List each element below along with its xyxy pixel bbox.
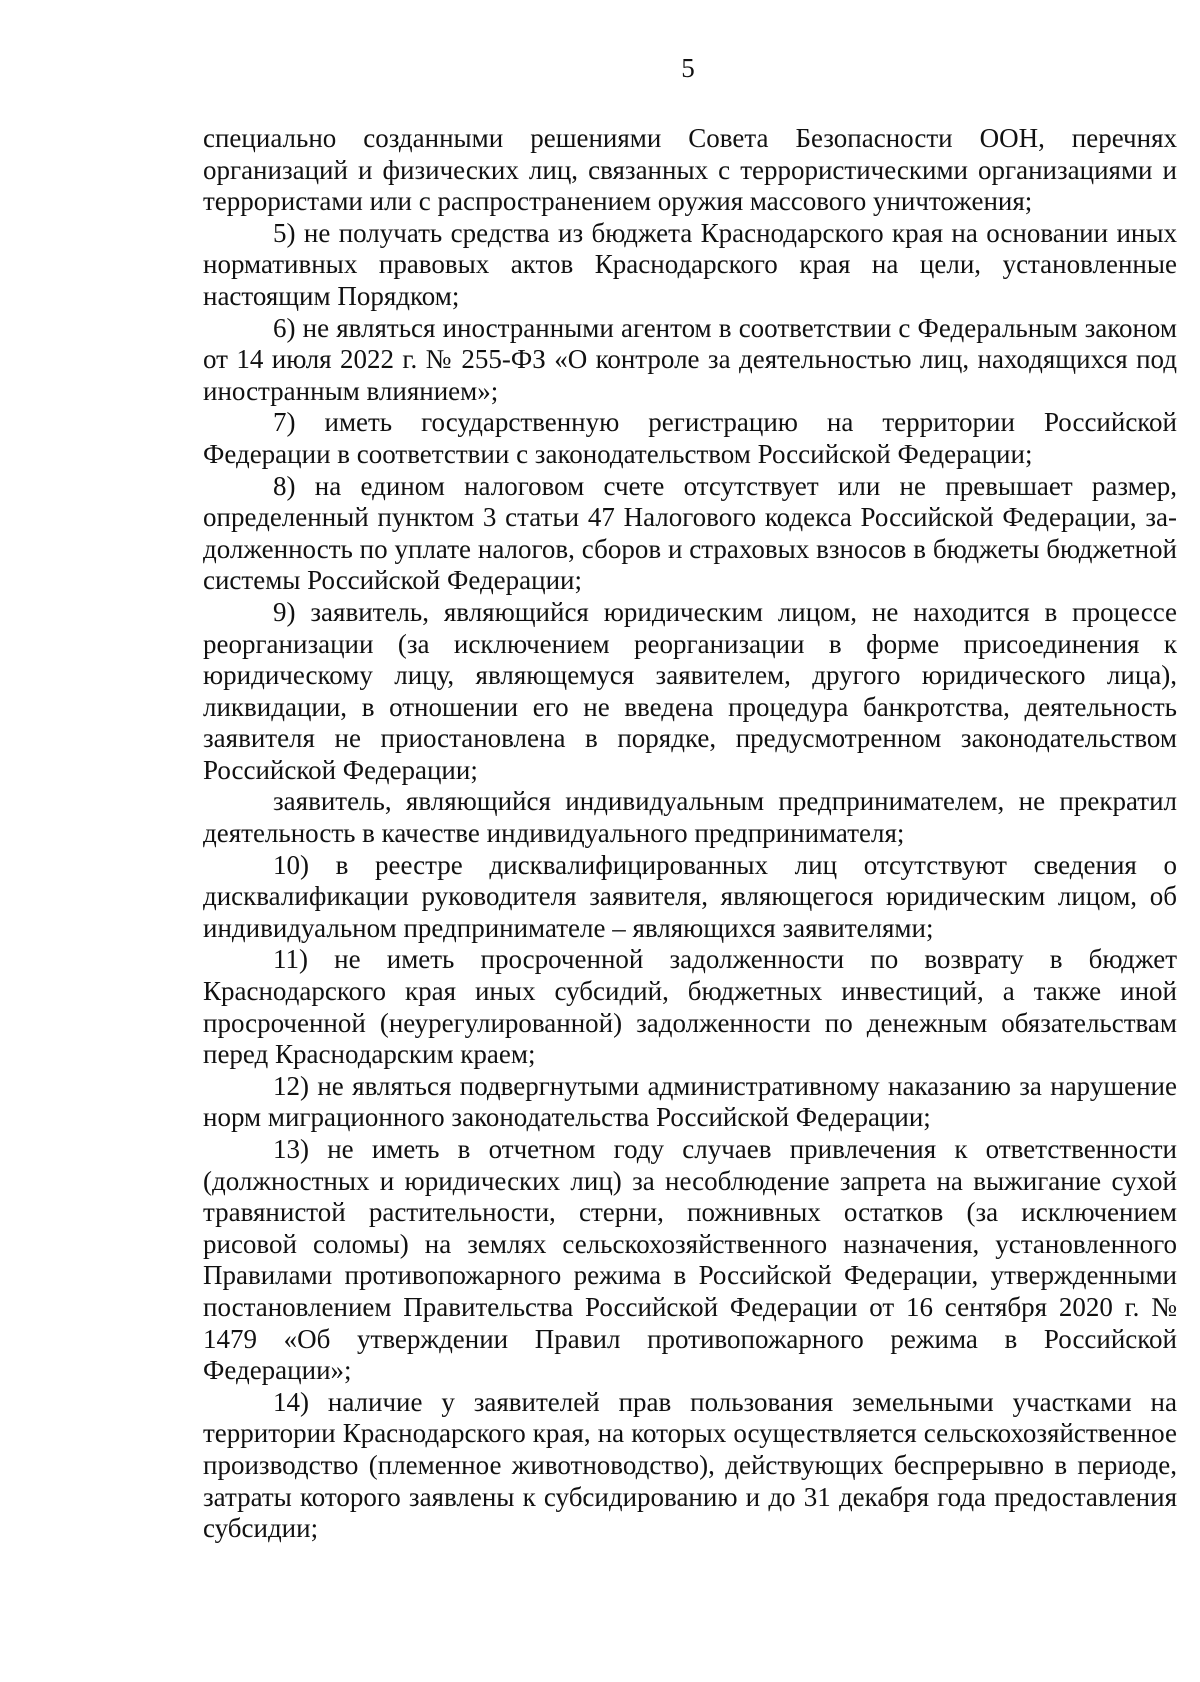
paragraph-item-9-individual-entrepreneur: заявитель, являющийся индивидуальным предпринимателем, не прекратил деятельность в качестве индивидуального предпринимателя;	[203, 786, 1177, 849]
paragraph-item-11: 11) не иметь просроченной задолженности по возврату в бюджет Краснодарского края иных субсидий, бюджетных инвестиций, а также иной просроченной (неурегулированной) задолженности по денежным обязательствам перед Краснодарским краем;	[203, 944, 1177, 1070]
paragraph-item-7: 7) иметь государственную регистрацию на территории Российской Федерации в соответствии с законодательством Российской Федерации;	[203, 407, 1177, 469]
paragraph-continuation: специально созданными решениями Совета Безопасности ООН, перечнях организаций и физических лиц, связанных с террористическими организациями и террористами или с распространением оружия массового уничтожения;	[203, 123, 1177, 217]
paragraph-item-6: 6) не являться иностранными агентом в соответствии с Федеральным законом от 14 июля 2022 г. № 255-ФЗ «О контроле за деятельностью лиц, находящихся под иностранным влиянием»;	[203, 312, 1177, 406]
paragraph-item-9: 9) заявитель, являющийся юридическим лицом, не находится в процессе реорганизации (за исключением реорганизации в форме присоединения к юридическому лицу, являющемуся заявителем, другого юридического лица), ликвидации, в отношении его не введена процедура банкротства, деятельность заявителя не приостановлена в порядке, предусмотренном законодательством Российской Федерации;	[203, 596, 1177, 785]
paragraph-item-10: 10) в реестре дисквалифицированных лиц отсутствуют сведения о дисквалификации руководителя заявителя, являющегося юридическим лицом, об индивидуальном предпринимателе – являющихся заявителями;	[203, 849, 1177, 943]
paragraph-item-14: 14) наличие у заявителей прав пользования земельными участками на территории Краснодарского края, на которых осуществляется сельскохозяйственное производство (племенное животноводство), действующих беспрерывно в периоде, затраты которого заявлены к субсидированию и до 31 декабря года предоставления субсидии;	[203, 1386, 1177, 1544]
paragraph-item-5: 5) не получать средства из бюджета Краснодарского края на основании иных нормативных правовых актов Краснодарского края на цели, установленные настоящим Порядком;	[203, 217, 1177, 311]
paragraph-item-13: 13) не иметь в отчетном году случаев привлечения к ответственности (должностных и юридических лиц) за несоблюдение запрета на выжигание сухой травянистой растительности, стерни, пожнивных остатков (за исключением рисовой соломы) на землях сельскохозяйственного назначения, установленного Правилами противопожарного режима в Российской Федерации, утвержденными постановлением Правительства Российской Федерации от 16 сентября 2020 г. № 1479 «Об утверждении Правил противопожарного режима в Российской Федерации»;	[203, 1134, 1177, 1386]
document-body	[203, 123, 1177, 1545]
paragraph-item-8: 8) на едином налоговом счете отсутствует или не превышает размер, определенный пунктом 3 статьи 47 Налогового кодекса Российской Федерации, за-долженность по уплате налогов, сборов и страховых взносов в бюджеты бюджетной системы Российской Федерации;	[203, 470, 1177, 596]
page-number: 5	[681, 53, 695, 83]
paragraph-item-12: 12) не являться подвергнутыми административному наказанию за нарушение норм миграционного законодательства Российской Федерации;	[203, 1070, 1177, 1133]
